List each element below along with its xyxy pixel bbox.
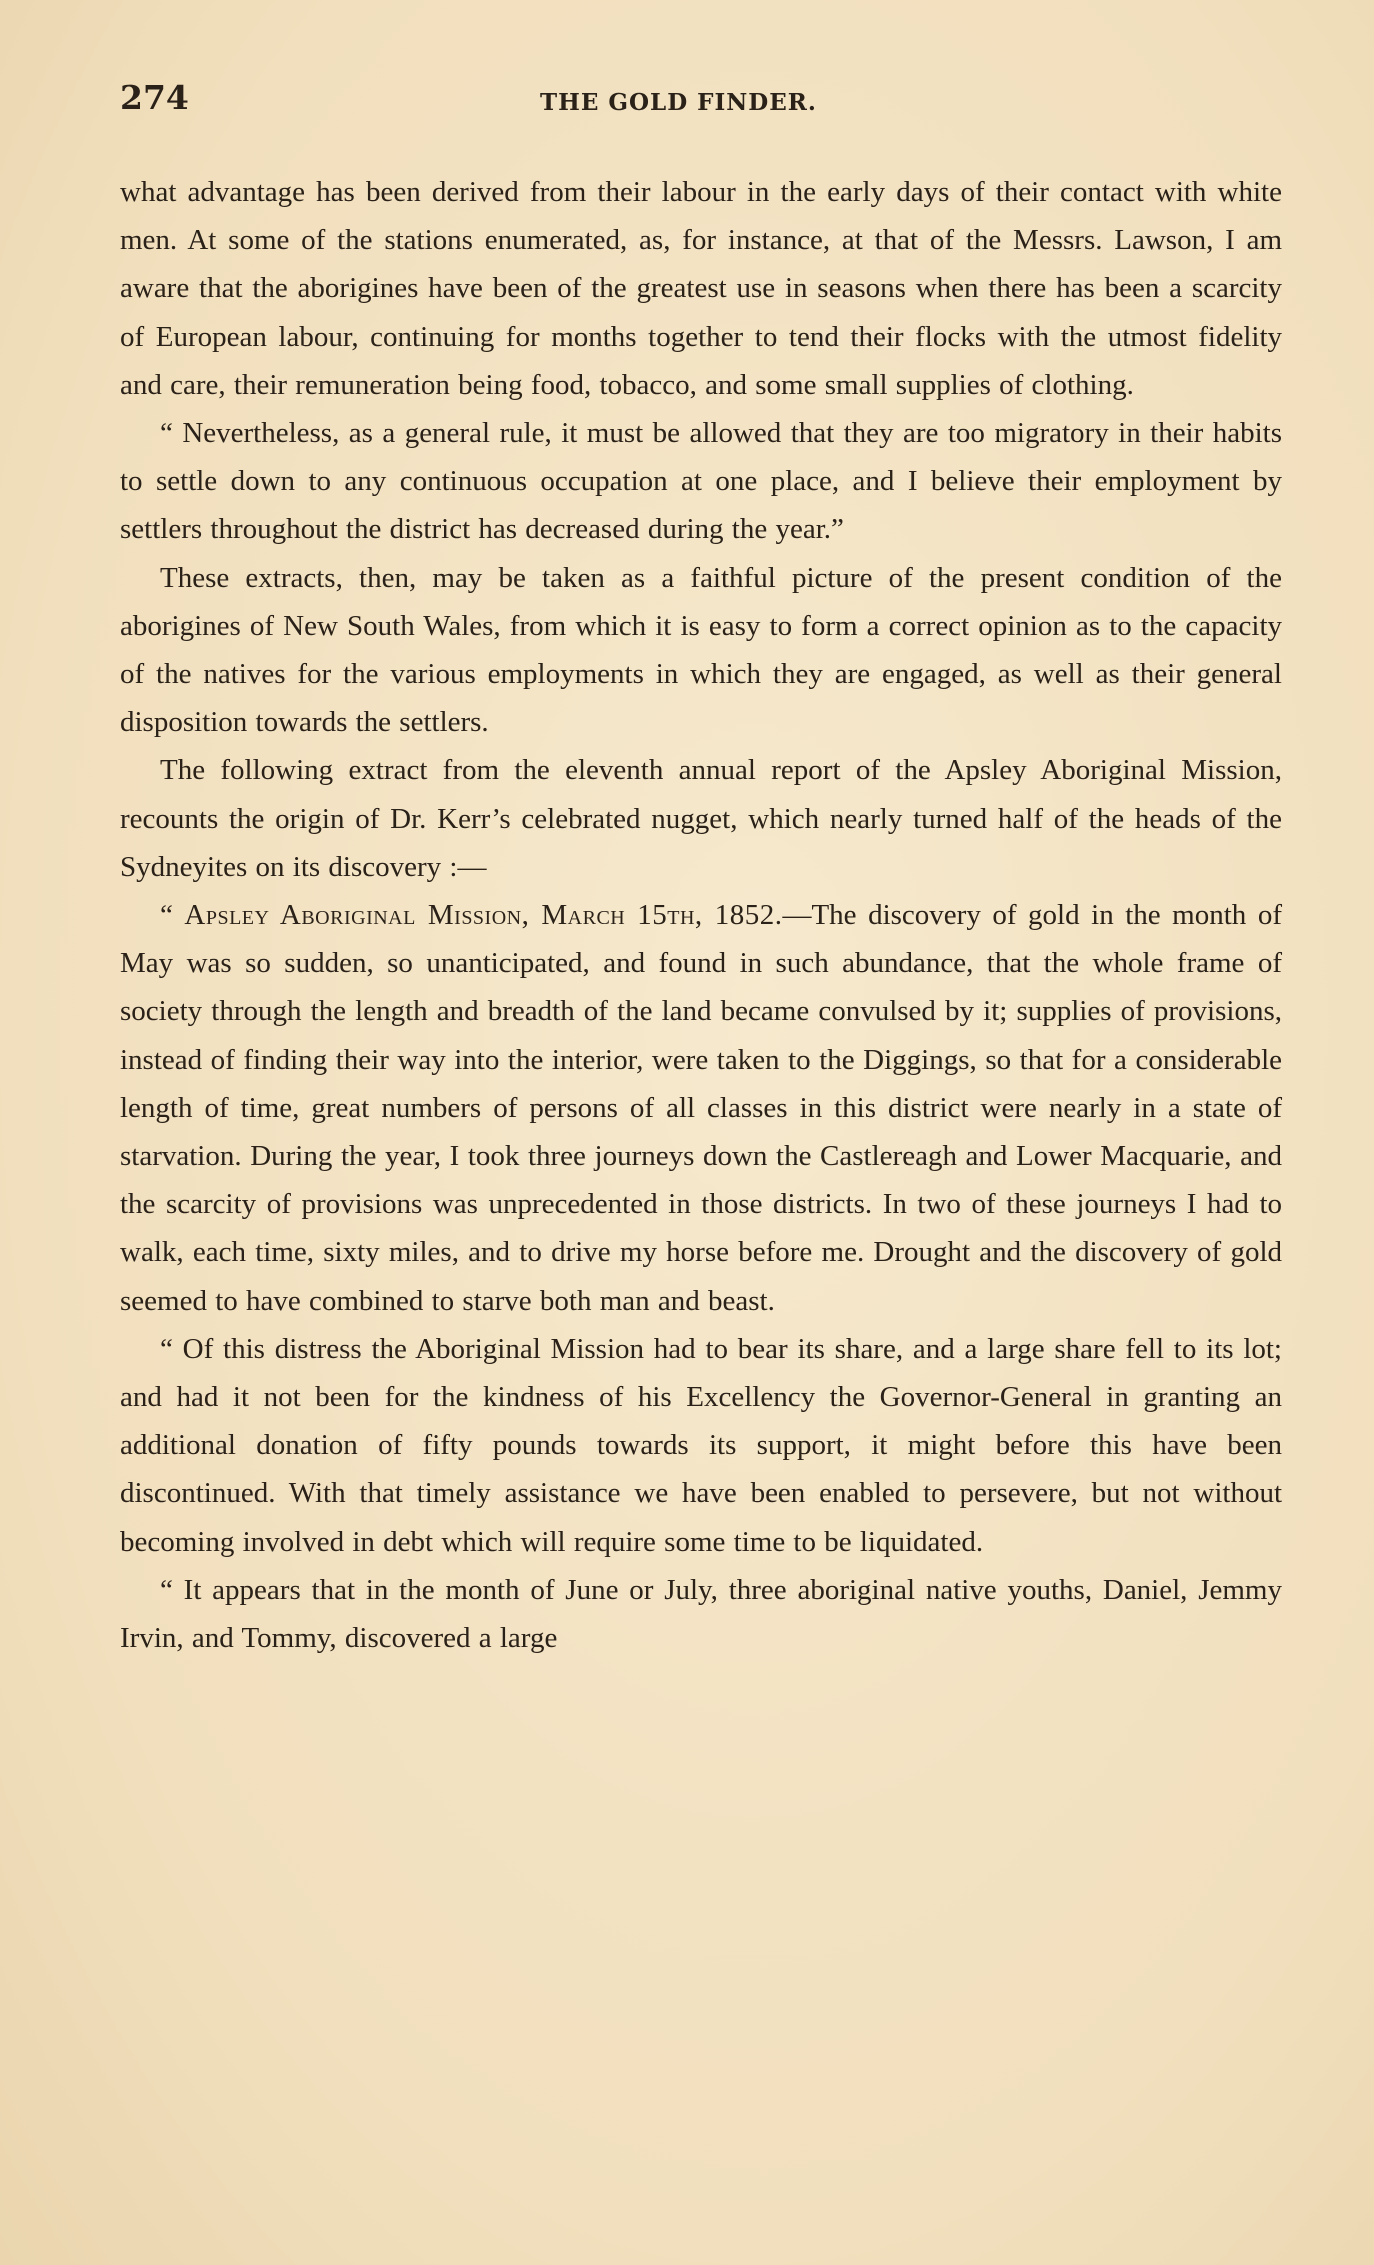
paragraph-2: “ Nevertheless, as a general rule, it must be allowed that they are too migratory in their habits to settle down to any continuous occupation at one place, and I believe their employment by settlers throughout the district has decreased during the year.” [120,417,1282,546]
paragraph-5-text: —The discovery of gold in the month of May was so sudden, so unanticipated, and found in such abundance, that the whole frame of society through the length and breadth of the land became convulsed by it; supplies of provisions, instead of finding their way into the interior, were taken to the Diggings, so that for a considerable length of time, great numbers of persons of all classes in this district were nearly in a state of starvation. During the year, I took three journeys down the Castlereagh and Lower Macquarie, and the scarcity of provisions was unprecedented in those districts. In two of these journeys I had to walk, each time, sixty miles, and to drive my horse before me. Drought and the discovery of gold seemed to have combined to starve both man and beast. [120,899,1282,1317]
paragraph-1: what advantage has been derived from their labour in the early days of their contact with white men. At some of the stations enumerated, as, for instance, at that of the Messrs. Lawson, I am aware that the aborigines have been of the greatest use in seasons when there has been a scarcity of European labour, continuing for months together to tend their flocks with the utmost fidelity and care, their remuneration being food, tobacco, and some small supplies of clothing. [120,176,1282,401]
running-head [120,78,1282,134]
paragraph-7: “ It appears that in the month of June or July, three aboriginal native youths, Daniel, Jemmy Irvin, and Tommy, discovered a large [120,1573,1282,1655]
body-text [120,168,1282,1662]
dateline: Apsley Aboriginal Mission, March 15th, 1852. [184,899,783,932]
paragraph-5 [120,891,1282,1325]
paragraph-4: The following extract from the eleventh annual report of the Apsley Aboriginal Mission, recounts the origin of Dr. Kerr’s celebrated nugget, which nearly turned half of the heads of the Sydneyites on its discovery :— [120,754,1282,883]
quote-open: “ [160,899,185,932]
page-number: 274 [120,78,189,117]
running-title: THE GOLD FINDER. [540,89,817,116]
paragraph-6: “ Of this distress the Aboriginal Mission had to bear its share, and a large share fell to its lot; and had it not been for the kindness of his Excellency the Governor-General in granting an additional donation of fifty pounds towards its support, it might before this have been discontinued. With that timely assistance we have been enabled to persevere, but not without becoming involved in debt which will require some time to be liquidated. [120,1332,1282,1558]
paragraph-3: These extracts, then, may be taken as a faithful picture of the present condition of the aborigines of New South Wales, from which it is easy to form a correct opinion as to the capacity of the natives for the various employments in which they are engaged, as well as their general disposition towards the settlers. [120,561,1282,739]
